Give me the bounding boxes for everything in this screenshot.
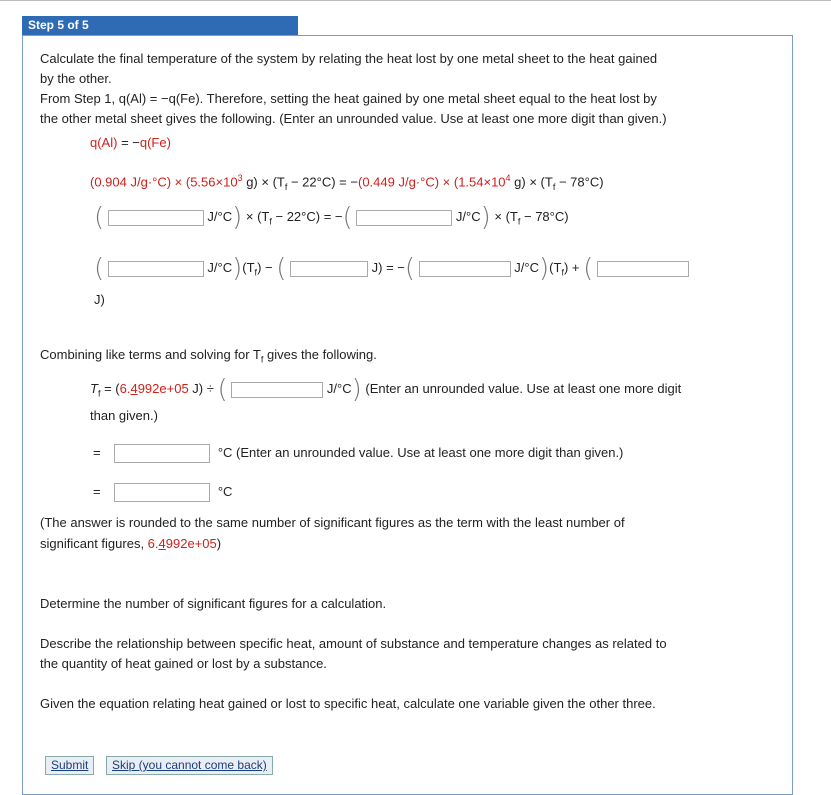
objective-3: Given the equation relating heat gained or lost to specific heat, calculate one variable given the other three.	[40, 696, 656, 711]
tf-value-u: 4	[130, 381, 138, 396]
eq1-b: g) × (T	[242, 174, 285, 190]
step-header: Step 5 of 5	[22, 16, 298, 35]
paren-close: )	[232, 253, 243, 284]
eq1-exp1: 3	[237, 173, 243, 183]
tf-symbol: T	[90, 381, 98, 396]
eq0-mid: = −	[117, 135, 140, 150]
eq2-sub: f	[269, 216, 272, 227]
eq1-f: − 78°C)	[555, 174, 604, 190]
q-fe: q(Fe)	[139, 135, 171, 150]
eq1-d: (0.449 J/g·°C) × (1.54×10	[357, 174, 506, 190]
objective-2b: the quantity of heat gained or lost by a substance.	[40, 656, 327, 671]
eq3-plus: ) +	[563, 260, 580, 275]
eq2-sub2: f	[517, 216, 521, 227]
paren-open: (	[94, 253, 105, 284]
al-heat-capacity-input[interactable]	[108, 210, 204, 226]
rounding-val-u: 4	[158, 536, 166, 551]
eq3-unit3: J/°C	[514, 260, 539, 275]
submit-button[interactable]: Submit	[45, 756, 94, 775]
paren-open: (	[404, 253, 416, 284]
final-temp-rounded	[93, 482, 232, 502]
paren-open: (	[94, 202, 105, 233]
paren-open: (	[276, 253, 287, 284]
equation-q	[90, 133, 171, 153]
eq-c2-sign: =	[93, 484, 101, 499]
rounding-val-b: 992e+05	[165, 536, 217, 551]
fe-heat-capacity-input[interactable]	[356, 210, 452, 226]
equation-distributed	[94, 253, 689, 284]
eq3-tf: (T	[242, 260, 255, 275]
combine-sub: f	[260, 354, 264, 365]
q-al: q(Al)	[90, 135, 118, 150]
objective-1: Determine the number of significant figures for a calculation.	[40, 596, 387, 611]
total-heat-capacity-input[interactable]	[231, 382, 323, 398]
rounding-line-2b: )	[216, 536, 222, 551]
equation-expanded	[90, 168, 604, 197]
top-divider	[0, 0, 831, 1]
eq1-c: − 22°C)	[287, 174, 336, 190]
tf-value-a: 6.	[119, 381, 131, 396]
eq3-unit2: J) = −	[371, 260, 405, 275]
eq2-minus2: − 78°C)	[520, 209, 569, 224]
eq2-unit2: J/°C	[455, 209, 481, 224]
tf-eq: = (	[100, 381, 120, 396]
eq-c1-unit: °C (Enter an unrounded value. Use at least one more digit than given.)	[217, 445, 624, 460]
eq-c2-unit: °C	[217, 484, 233, 499]
paren-open: (	[217, 374, 228, 405]
tf-note: (Enter an unrounded value. Use at least one more digit	[365, 381, 682, 396]
eq3-close: ) −	[257, 260, 273, 275]
eq1-exp2: 4	[505, 173, 511, 183]
eq3-unit1: J/°C	[207, 260, 233, 275]
rounding-line-2	[40, 534, 221, 554]
tf-equation	[90, 374, 682, 405]
tf-note-2: than given.)	[90, 408, 158, 423]
eq1-sub2: f	[552, 181, 556, 192]
objective-2a: Describe the relationship between specific heat, amount of substance and temperature changes as related to	[40, 636, 667, 651]
paren-open: (	[342, 202, 353, 233]
al-constant-input[interactable]	[290, 261, 368, 277]
eq2-mid: × (T	[245, 209, 270, 224]
intro-line-3: From Step 1, q(Al) = −q(Fe). Therefore, setting the heat gained by one metal sheet equal to the heat lost by	[40, 91, 657, 106]
eq2-mid2: × (T	[494, 209, 518, 224]
combine-text	[40, 345, 377, 370]
rounding-line-2a: significant figures,	[40, 536, 148, 551]
final-temp-rounded-input[interactable]	[114, 483, 210, 502]
eq1-e: g) × (T	[510, 174, 553, 190]
paren-close: )	[351, 374, 362, 405]
tf-value-b: 992e+05	[137, 381, 189, 396]
eq3-sub: f	[254, 267, 258, 278]
rounding-line-1: (The answer is rounded to the same number of significant figures as the term with the least number of	[40, 515, 625, 530]
tf-unit: J) ÷	[188, 381, 214, 396]
paren-close: )	[232, 202, 243, 233]
al-coefficient-input[interactable]	[108, 261, 204, 277]
rounding-val-a: 6.	[147, 536, 159, 551]
eq1-a: (0.904 J/g·°C) × (5.56×10	[90, 174, 238, 190]
intro-line-2: by the other.	[40, 71, 112, 86]
skip-button[interactable]: Skip (you cannot come back)	[106, 756, 273, 775]
intro-line-4: the other metal sheet gives the following. (Enter an unrounded value. Use at least one more digit than given.)	[40, 111, 667, 126]
combine-main: Combining like terms and solving for T	[40, 347, 261, 362]
tf-unit2: J/°C	[326, 381, 352, 396]
eq2-unit1: J/°C	[207, 209, 233, 224]
fe-coefficient-input[interactable]	[419, 261, 511, 277]
paren-close: )	[480, 202, 491, 233]
paren-open: (	[583, 253, 594, 284]
tf-sub: f	[97, 388, 101, 399]
paren-close: )	[539, 253, 550, 284]
intro-line-1: Calculate the final temperature of the system by relating the heat lost by one metal sheet to the heat gained	[40, 51, 658, 66]
eq3-tf2: (T	[549, 260, 562, 275]
final-temp-unrounded	[93, 443, 623, 463]
eq-c1-sign: =	[93, 445, 101, 460]
eq1-eq: = −	[335, 174, 358, 190]
final-temp-unrounded-input[interactable]	[114, 444, 210, 463]
fe-constant-input[interactable]	[597, 261, 689, 277]
eq2-minus1: − 22°C) = −	[271, 209, 343, 224]
eq3-sub2: f	[561, 267, 564, 278]
combine-rest: gives the following.	[263, 347, 377, 362]
equation-distributed-tail: J)	[94, 292, 105, 307]
equation-heat-capacity	[94, 202, 569, 233]
eq1-sub1: f	[284, 181, 288, 192]
